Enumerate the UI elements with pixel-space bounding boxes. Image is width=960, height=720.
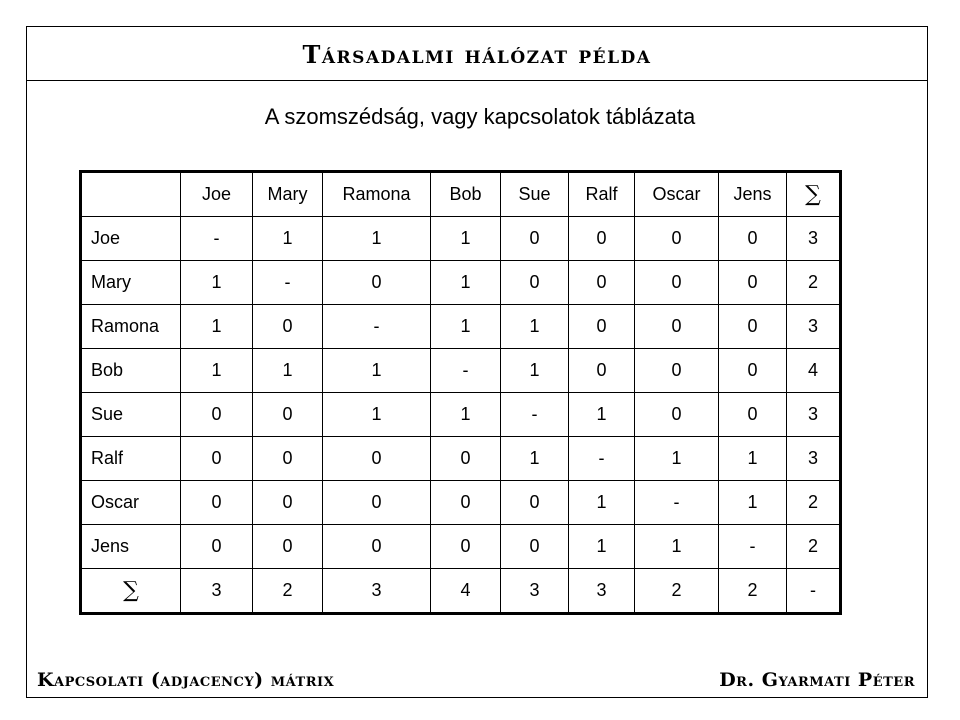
corner-cell [81,172,181,217]
matrix-cell: 0 [181,437,253,481]
matrix-cell: 0 [719,217,787,261]
matrix-cell: 3 [787,437,841,481]
matrix-cell: - [719,525,787,569]
matrix-cell: 0 [501,525,569,569]
table-row [81,525,841,569]
row-label-sum: ∑ [81,569,181,614]
column-header-oscar: Oscar [635,172,719,217]
matrix-cell: 0 [431,437,501,481]
matrix-cell: - [431,349,501,393]
matrix-cell: 0 [635,393,719,437]
matrix-cell: 3 [569,569,635,614]
matrix-cell: 1 [635,525,719,569]
matrix-cell: 1 [569,393,635,437]
matrix-cell: 2 [719,569,787,614]
matrix-cell: 0 [253,393,323,437]
matrix-cell: 1 [719,437,787,481]
matrix-cell: 1 [635,437,719,481]
table-row [81,437,841,481]
matrix-cell: 0 [569,261,635,305]
matrix-cell: 1 [253,349,323,393]
matrix-cell: 0 [635,349,719,393]
table-row [81,569,841,614]
matrix-cell: 0 [181,393,253,437]
matrix-cell: 3 [787,393,841,437]
adjacency-matrix-container [79,170,839,603]
row-label-ramona: Ramona [81,305,181,349]
column-header-ramona: Ramona [323,172,431,217]
matrix-cell: 1 [323,393,431,437]
table-row [81,217,841,261]
table-row [81,393,841,437]
matrix-cell: 0 [323,261,431,305]
matrix-cell: 3 [787,217,841,261]
matrix-cell: 0 [635,261,719,305]
matrix-cell: 0 [253,525,323,569]
column-header-bob: Bob [431,172,501,217]
matrix-cell: - [787,569,841,614]
matrix-cell: 1 [431,305,501,349]
matrix-cell: 0 [635,305,719,349]
column-header-mary: Mary [253,172,323,217]
footer-author: Dr. Gyarmati Péter [719,669,915,691]
matrix-cell: 0 [501,217,569,261]
adjacency-matrix [79,170,842,615]
matrix-cell: 0 [431,481,501,525]
matrix-cell: - [501,393,569,437]
column-header-jens: Jens [719,172,787,217]
matrix-cell: 1 [569,525,635,569]
matrix-cell: - [253,261,323,305]
matrix-cell: 0 [323,525,431,569]
table-row [81,349,841,393]
matrix-cell: 0 [719,393,787,437]
matrix-cell: - [569,437,635,481]
title-bar [27,27,927,81]
matrix-cell: 0 [501,481,569,525]
row-label-joe: Joe [81,217,181,261]
matrix-cell: 1 [181,261,253,305]
matrix-cell: 0 [253,305,323,349]
matrix-cell: 3 [323,569,431,614]
matrix-cell: - [323,305,431,349]
matrix-cell: 2 [787,261,841,305]
matrix-cell: 2 [787,481,841,525]
table-row [81,305,841,349]
row-label-mary: Mary [81,261,181,305]
matrix-cell: 1 [501,437,569,481]
matrix-cell: 0 [569,217,635,261]
matrix-cell: 1 [253,217,323,261]
matrix-cell: 1 [323,217,431,261]
header-row [81,172,841,217]
matrix-cell: 4 [431,569,501,614]
matrix-cell: 4 [787,349,841,393]
slide-frame [26,26,928,698]
column-header-sue: Sue [501,172,569,217]
matrix-cell: 0 [635,217,719,261]
matrix-cell: 1 [501,305,569,349]
matrix-cell: 0 [181,525,253,569]
matrix-cell: 2 [635,569,719,614]
row-label-sue: Sue [81,393,181,437]
column-header-joe: Joe [181,172,253,217]
row-label-jens: Jens [81,525,181,569]
matrix-cell: - [181,217,253,261]
matrix-cell: 1 [323,349,431,393]
row-label-ralf: Ralf [81,437,181,481]
matrix-cell: - [635,481,719,525]
matrix-cell: 0 [253,437,323,481]
slide-title: Társadalmi hálózat példa [302,40,652,69]
matrix-cell: 2 [787,525,841,569]
matrix-cell: 0 [253,481,323,525]
matrix-cell: 1 [431,393,501,437]
matrix-cell: 0 [719,261,787,305]
matrix-cell: 0 [719,305,787,349]
row-label-bob: Bob [81,349,181,393]
matrix-cell: 1 [501,349,569,393]
matrix-cell: 0 [323,481,431,525]
matrix-cell: 1 [431,217,501,261]
matrix-cell: 2 [253,569,323,614]
table-row [81,261,841,305]
matrix-cell: 0 [719,349,787,393]
matrix-cell: 1 [181,349,253,393]
column-header-ralf: Ralf [569,172,635,217]
matrix-cell: 3 [787,305,841,349]
matrix-cell: 1 [569,481,635,525]
matrix-cell: 1 [181,305,253,349]
matrix-cell: 3 [501,569,569,614]
matrix-cell: 1 [719,481,787,525]
matrix-cell: 0 [569,305,635,349]
matrix-cell: 0 [181,481,253,525]
row-label-oscar: Oscar [81,481,181,525]
matrix-cell: 1 [431,261,501,305]
matrix-cell: 0 [431,525,501,569]
matrix-cell: 0 [569,349,635,393]
matrix-cell: 0 [323,437,431,481]
matrix-cell: 3 [181,569,253,614]
matrix-cell: 0 [501,261,569,305]
column-header-sum: ∑ [787,172,841,217]
table-row [81,481,841,525]
footer-topic: Kapcsolati (adjacency) mátrix [37,669,335,691]
table-caption: A szomszédság, vagy kapcsolatok táblázata [264,104,696,129]
